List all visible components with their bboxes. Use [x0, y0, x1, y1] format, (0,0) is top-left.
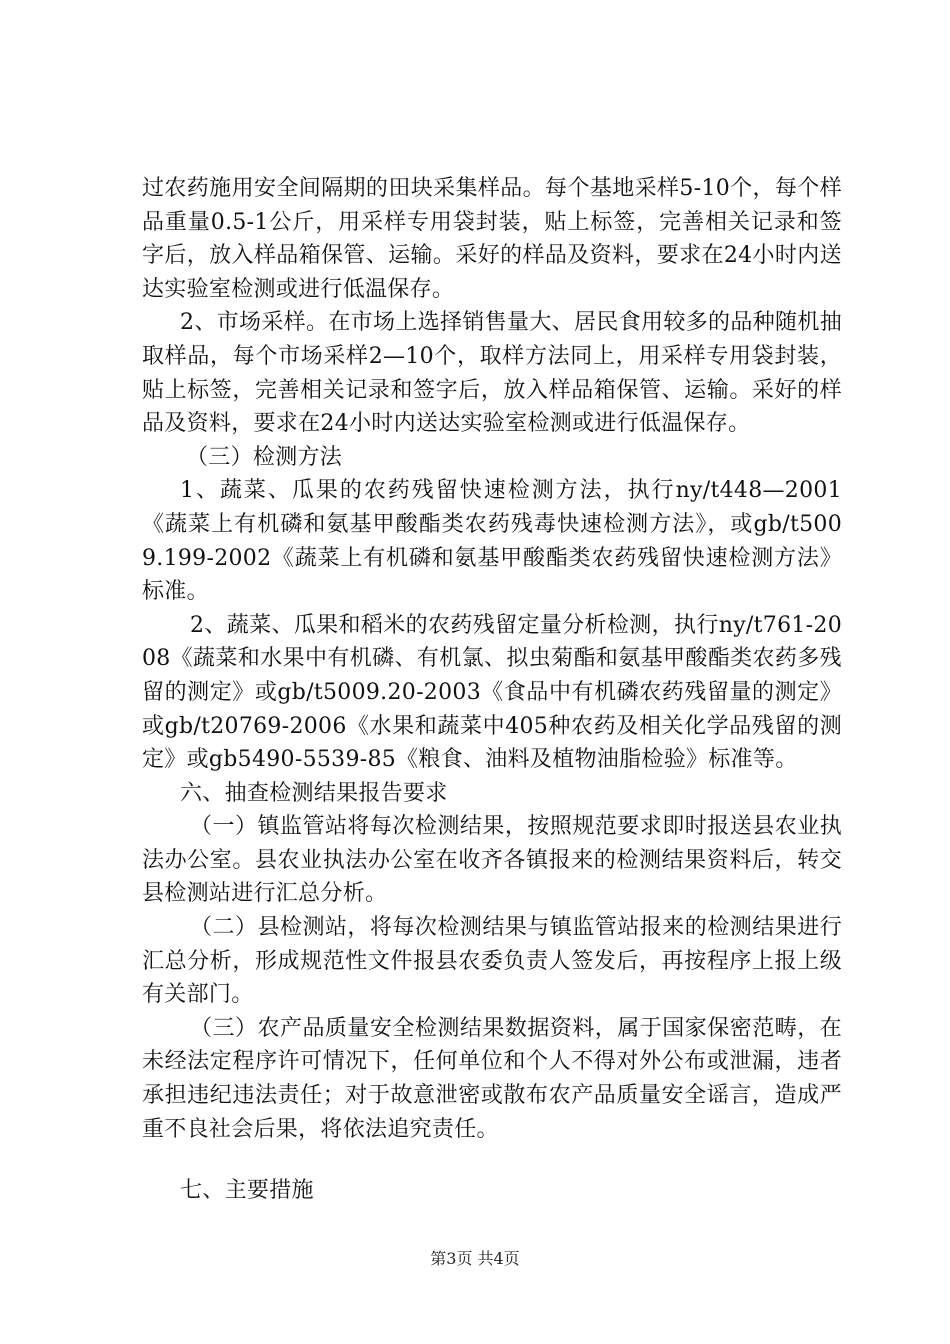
paragraph-quantitative-analysis: 2、蔬菜、瓜果和稻米的农药残留定量分析检测，执行ny/t761-2008《蔬菜和水果中有机磷、有机氯、拟虫菊酯和氨基甲酸酯类农药多残留的测定》或gb/t5009.20-2003《食品中有机磷农药残留量的测定》或gb/t20769-2006《水果和蔬菜中405种农药及相关化学品残留的测定》或gb5490-5539-85《粮食、油料及植物油脂检验》标准等。	[142, 612, 842, 773]
paragraph-report-item-2: （二）县检测站，将每次检测结果与镇监管站报来的检测结果进行汇总分析，形成规范性文件报县农委负责人签发后，再按程序上报上级有关部门。	[142, 915, 842, 1008]
paragraph-sampling-fields: 过农药施用安全间隔期的田块采集样品。每个基地采样5-10个，每个样品重量0.5-1公斤，用采样专用袋封装，贴上标签，完善相关记录和签字后，放入样品箱保管、运输。采好的样品及资料，要求在24小时内送达实验室检测或进行低温保存。	[142, 176, 842, 302]
paragraph-market-sampling: 2、市场采样。在市场上选择销售量大、居民食用较多的品种随机抽取样品，每个市场采样2—10个，取样方法同上，用采样专用袋封装，贴上标签，完善相关记录和签字后，放入样品箱保管、运输。采好的样品及资料，要求在24小时内送达实验室检测或进行低温保存。	[142, 310, 842, 437]
section-heading-main-measures: 七、主要措施	[180, 1178, 314, 1204]
paragraph-report-item-3: （三）农产品质量安全检测结果数据资料，属于国家保密范畴，在未经法定程序许可情况下，任何单位和个人不得对外公布或泄漏，违者承担违纪违法责任；对于故意泄密或散布农产品质量安全谣言，造成严重不良社会后果，将依法追究责任。	[142, 1015, 842, 1142]
document-body	[142, 172, 842, 1208]
paragraph-report-item-1: （一）镇监管站将每次检测结果，按照规范要求即时报送县农业执法办公室。县农业执法办公室在收齐各镇报来的检测结果资料后，转交县检测站进行汇总分析。	[142, 814, 842, 907]
section-heading-detection-method: （三）检测方法	[186, 444, 343, 470]
section-heading-report-requirements: 六、抽查检测结果报告要求	[180, 780, 448, 806]
paragraph-rapid-detection: 1、蔬菜、瓜果的农药残留快速检测方法，执行ny/t448—2001《蔬菜上有机磷和氨基甲酸酯类农药残毒快速检测方法》，或gb/t5009.199-2002《蔬菜上有机磷和氨基甲酸酯类农药残留快速检测方法》标准。	[142, 478, 842, 605]
page-footer: 第3页 共4页	[430, 1249, 520, 1268]
